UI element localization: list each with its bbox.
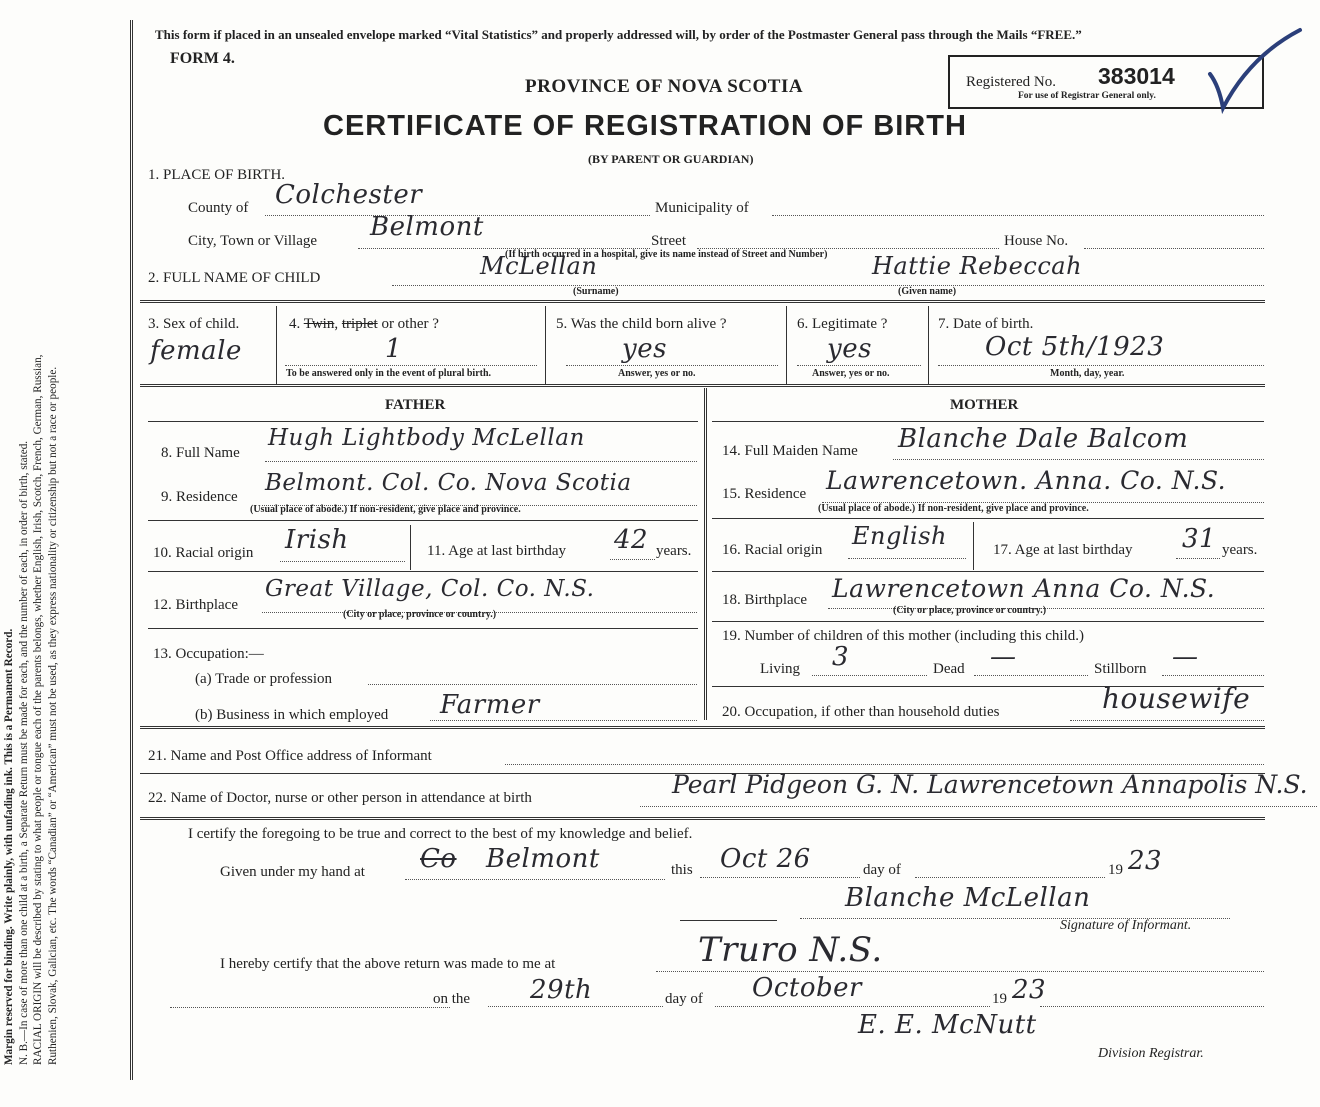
father-race-value: Irish [285, 525, 349, 555]
on-the-label: on the [433, 991, 471, 1007]
mail-notice: This form if placed in an unsealed envelope marked “Vital Statistics” and properly addressed will, by order of the Postmaster General pass through the Mails “FREE.” [155, 27, 1082, 42]
father-residence-note: (Usual place of abode.) If non-resident, give place and province. [250, 504, 521, 515]
child-surname: McLellan [480, 252, 598, 280]
dead-label: Dead [933, 661, 965, 677]
rule [140, 300, 1265, 303]
registrar-dayof-label: day of [665, 991, 703, 1007]
father-business-value: Farmer [440, 690, 540, 720]
mother-birthplace-label: 18. Birthplace [722, 592, 807, 608]
mother-race-value: English [852, 522, 947, 550]
given-place: Belmont [486, 844, 600, 874]
given-struck: Co [420, 844, 457, 874]
legit-value: yes [827, 334, 872, 364]
dead-value: — [990, 642, 1017, 672]
registrar-year: 23 [1012, 975, 1047, 1005]
legit-label: 6. Legitimate ? [797, 316, 888, 332]
living-value: 3 [832, 642, 850, 672]
father-residence-value: Belmont. Col. Co. Nova Scotia [265, 470, 632, 496]
registrar-signature-label: Division Registrar. [1098, 1046, 1204, 1061]
informant-signature-label: Signature of Informant. [1060, 918, 1192, 933]
hospital-note: (If birth occurred in a hospital, give its name instead of Street and Number) [505, 249, 828, 260]
mother-heading: MOTHER [950, 397, 1019, 413]
this-label: this [671, 862, 693, 878]
registered-note: For use of Registrar General only. [1018, 91, 1156, 101]
father-heading: FATHER [385, 397, 446, 413]
registrar-text: I hereby certify that the above return was made to me at [220, 956, 556, 972]
surname-caption: (Surname) [573, 286, 619, 297]
house-label: House No. [1004, 233, 1069, 249]
mother-residence-value: Lawrencetown. Anna. Co. N.S. [826, 466, 1227, 495]
mother-residence-label: 15. Residence [722, 486, 807, 502]
alive-value: yes [622, 334, 667, 364]
place-heading: 1. PLACE OF BIRTH. [148, 167, 286, 183]
child-given-name: Hattie Rebeccah [872, 252, 1083, 280]
father-occupation-label: 13. Occupation:— [153, 646, 264, 662]
doctor-value: Pearl Pidgeon G. N. Lawrencetown Annapolis N.S. [672, 770, 1308, 799]
informant-label: 21. Name and Post Office address of Informant [148, 748, 432, 764]
father-business-label: (b) Business in which employed [195, 707, 389, 723]
living-label: Living [760, 661, 800, 677]
certify-year: 23 [1128, 846, 1163, 876]
father-age-value: 42 [614, 525, 649, 555]
dob-note: Month, day, year. [1050, 368, 1125, 379]
given-label: Given under my hand at [220, 864, 365, 880]
certify-text: I certify the foregoing to be true and correct to the best of my knowledge and belief. [188, 826, 693, 842]
margin-line-3: RACIAL ORIGIN will be described by stating to what people or tongue each of the parents belongs, whether English, Irish, Scotch, French, German, Russian, [32, 354, 44, 1065]
father-birthplace-note: (City or place, province or country.) [343, 609, 497, 620]
father-trade-label: (a) Trade or profession [195, 671, 333, 687]
certificate-title: CERTIFICATE OF REGISTRATION OF BIRTH [323, 110, 967, 142]
margin-instructions [2, 25, 60, 1065]
father-age-label: 11. Age at last birthday [427, 543, 566, 559]
sex-value: female [150, 336, 242, 366]
year-prefix: 19 [1108, 862, 1123, 878]
day-of-label: day of [863, 862, 901, 878]
form-number: FORM 4. [170, 50, 235, 67]
mother-age-label: 17. Age at last birthday [993, 542, 1133, 558]
margin-line-2: N. B.—In case of more than one child at a birth, a Separate Return must be made for each, and the number of each, in order of birth, stated. [17, 440, 30, 1065]
city-label: City, Town or Village [188, 233, 318, 249]
father-birthplace-value: Great Village, Col. Co. N.S. [265, 576, 595, 602]
child-name-label: 2. FULL NAME OF CHILD [148, 270, 321, 286]
mother-occupation-label: 20. Occupation, if other than household duties [722, 704, 1000, 720]
father-age-unit: years. [656, 543, 692, 559]
alive-label: 5. Was the child born alive ? [556, 316, 727, 332]
registrar-day: 29th [530, 975, 593, 1005]
father-name-label: 8. Full Name [161, 445, 240, 461]
given-caption: (Given name) [898, 286, 957, 297]
registrar-place: Truro N.S. [698, 930, 883, 970]
father-residence-label: 9. Residence [161, 489, 238, 505]
rule [140, 384, 1265, 387]
registrar-signature: E. E. McNutt [858, 1010, 1037, 1040]
mother-children-label: 19. Number of children of this mother (including this child.) [722, 628, 1085, 644]
mother-race-label: 16. Racial origin [722, 542, 823, 558]
rule [140, 726, 1265, 729]
legit-note: Answer, yes or no. [812, 368, 890, 379]
mother-age-unit: years. [1222, 542, 1258, 558]
province-heading: PROVINCE OF NOVA SCOTIA [525, 76, 804, 97]
street-label: Street [651, 233, 686, 249]
dob-label: 7. Date of birth. [938, 316, 1034, 332]
stillborn-label: Stillborn [1094, 661, 1147, 677]
mother-birthplace-value: Lawrencetown Anna Co. N.S. [832, 574, 1216, 603]
stillborn-value: — [1172, 642, 1199, 672]
county-value: Colchester [275, 180, 423, 210]
father-name-value: Hugh Lightbody McLellan [268, 425, 585, 451]
mother-birthplace-note: (City or place, province or country.) [893, 605, 1047, 616]
mother-name-label: 14. Full Maiden Name [722, 443, 858, 459]
father-birthplace-label: 12. Birthplace [153, 597, 238, 613]
rule [140, 817, 1265, 820]
registrar-month: October [752, 973, 862, 1003]
county-label: County of [188, 200, 249, 216]
mother-name-value: Blanche Dale Balcom [898, 424, 1189, 454]
father-race-label: 10. Racial origin [153, 545, 254, 561]
margin-line-1: Margin reserved for binding. Write plainly, with unfading ink. This is a Permanent Record. [3, 628, 15, 1065]
alive-note: Answer, yes or no. [618, 368, 696, 379]
certify-date: Oct 26 [720, 844, 811, 874]
registered-label: Registered No. [966, 74, 1056, 90]
registered-number: 383014 [1098, 63, 1175, 89]
checkmark-icon [1205, 26, 1305, 116]
binding-border [130, 20, 133, 1080]
plural-note: To be answered only in the event of plural birth. [286, 368, 492, 379]
informant-signature: Blanche McLellan [845, 883, 1091, 913]
mother-occupation-value: housewife [1102, 682, 1251, 715]
plural-value: 1 [385, 334, 403, 364]
sex-label: 3. Sex of child. [148, 316, 240, 332]
mother-residence-note: (Usual place of abode.) If non-resident, give place and province. [818, 503, 1089, 514]
city-value: Belmont [370, 212, 484, 242]
plural-label: 4. Twin, triplet or other ? [289, 316, 439, 332]
doctor-label: 22. Name of Doctor, nurse or other person in attendance at birth [148, 790, 532, 806]
margin-line-4: Ruthenien, Slovak, Galician, etc. The words “Canadian” or “American” must not be used, as they express nationality or citizenship but not a race or people. [46, 366, 59, 1065]
dob-value: Oct 5th/1923 [985, 332, 1165, 362]
certificate-subtitle: (BY PARENT OR GUARDIAN) [588, 152, 754, 166]
registrar-year-prefix: 19 [992, 991, 1007, 1007]
mother-age-value: 31 [1182, 524, 1217, 554]
municipality-label: Municipality of [655, 200, 749, 216]
